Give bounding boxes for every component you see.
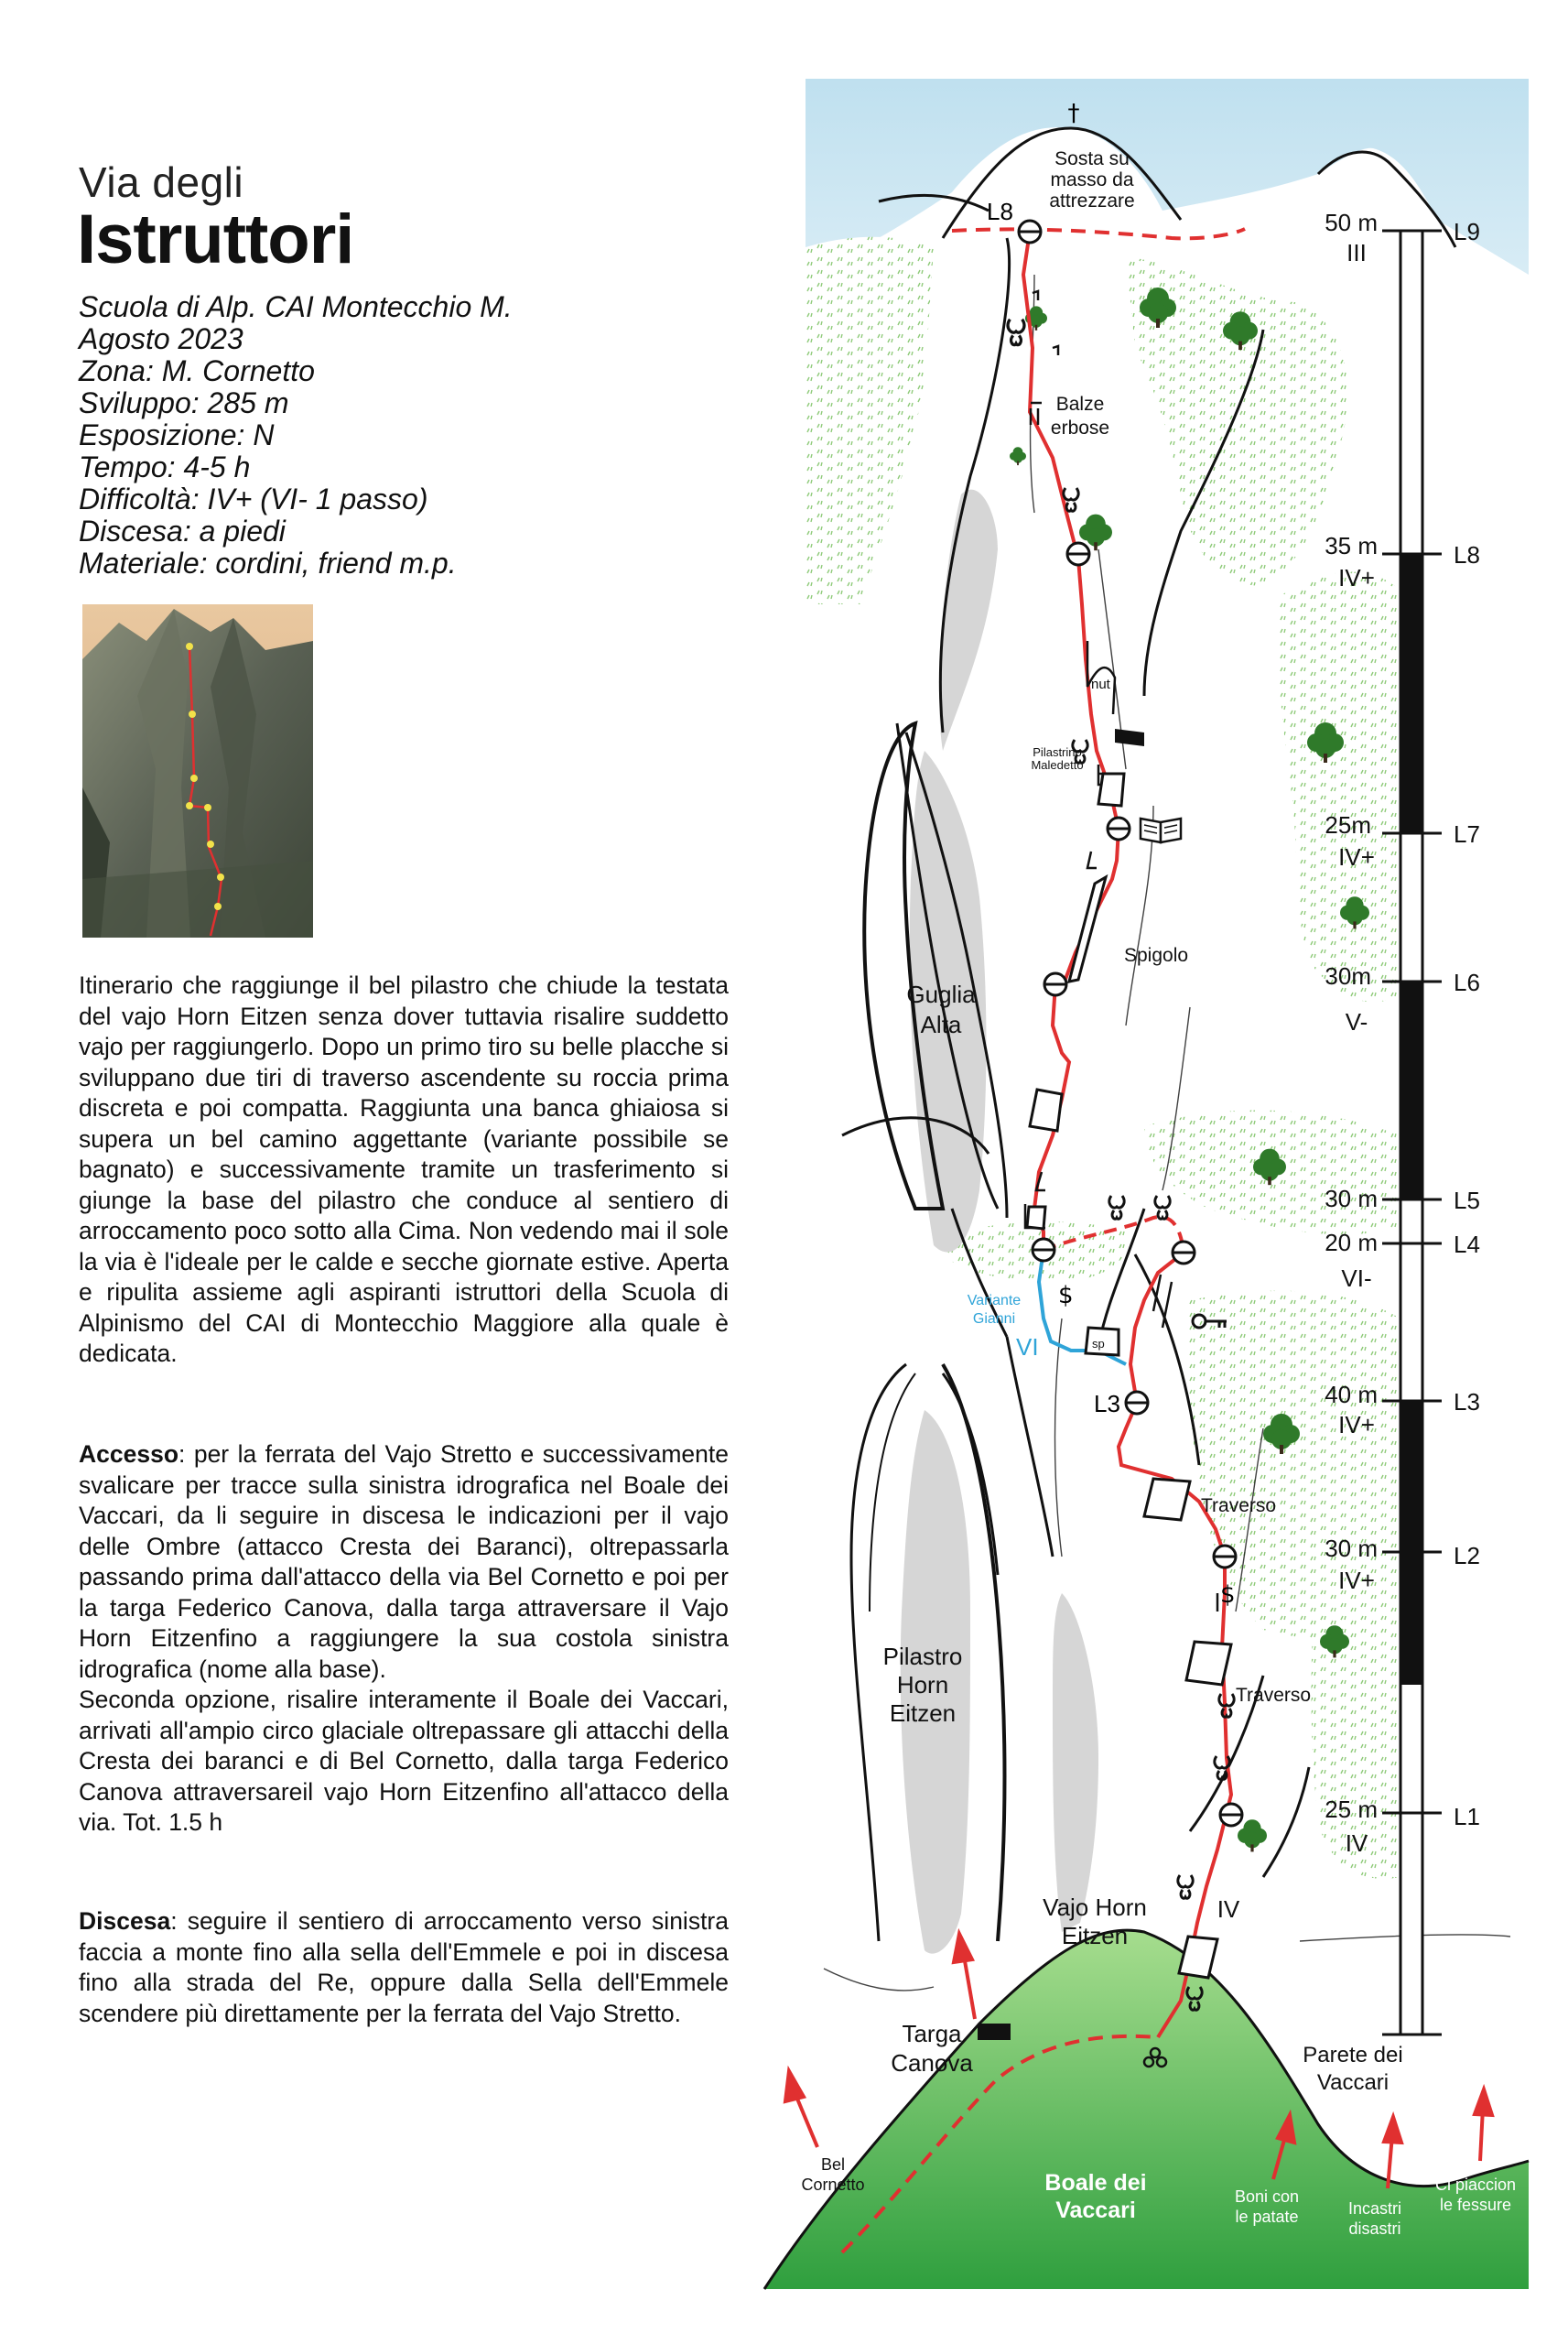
rock-shading bbox=[901, 490, 1098, 1954]
summit-label-3: attrezzare bbox=[1049, 190, 1135, 212]
pitch-length-L9: 50 m bbox=[1325, 209, 1378, 236]
targa-label-1: Targa bbox=[902, 2020, 962, 2047]
pilastro-label-2: Horn bbox=[896, 1671, 949, 1698]
belay-L8 bbox=[1019, 221, 1041, 243]
info-gear: Materiale: cordini, friend m.p. bbox=[79, 547, 457, 580]
pitch-label-L7: L7 bbox=[1454, 820, 1480, 848]
bolt-icon-2: $ bbox=[1220, 1581, 1236, 1609]
variante-label-2: Gianni bbox=[972, 1311, 1016, 1327]
pitch-length-L8: 35 m bbox=[1325, 532, 1378, 559]
variante-grade: VI bbox=[1016, 1333, 1039, 1361]
pitch-grade-L2: IV+ bbox=[1338, 1567, 1375, 1594]
pitch-length-L3: 40 m bbox=[1325, 1381, 1378, 1408]
pilastrino-label-2: Maledetto bbox=[1031, 758, 1084, 772]
parete-label-1: Parete dei bbox=[1303, 2043, 1403, 2067]
station-L3: L3 bbox=[1094, 1390, 1120, 1417]
pilastro-label-3: Eitzen bbox=[889, 1699, 957, 1727]
summit-label-2: masso da bbox=[1050, 169, 1134, 190]
info-descent: Discesa: a piedi bbox=[79, 515, 286, 548]
pitch-grade-L4: VI- bbox=[1341, 1264, 1372, 1292]
fessure-label-1: Ci piaccion bbox=[1434, 2176, 1517, 2194]
book-icon bbox=[1141, 819, 1181, 842]
targa-plate bbox=[978, 2024, 1011, 2040]
guglia-label-2: Alta bbox=[920, 1011, 962, 1038]
title-line2: Istruttori bbox=[77, 201, 354, 278]
pitch-label-L9: L9 bbox=[1454, 218, 1480, 245]
spigolo-label: Spigolo bbox=[1124, 945, 1189, 966]
bel-cornetto-label-1: Bel bbox=[820, 2155, 846, 2174]
pitch-grade-L1: IV bbox=[1345, 1829, 1368, 1857]
access-label: Accesso bbox=[79, 1440, 179, 1468]
info-difficulty: Difficoltà: IV+ (VI- 1 passo) bbox=[79, 483, 428, 515]
pitch-length-L7: 25m bbox=[1325, 811, 1371, 839]
pitch-length-L4: 20 m bbox=[1325, 1229, 1378, 1256]
targa-label-2: Canova bbox=[891, 2049, 973, 2077]
traverso-label-1: Traverso bbox=[1201, 1495, 1277, 1516]
pilastrino-label-1: Pilastrino bbox=[1033, 745, 1082, 759]
pitch-label-L3: L3 bbox=[1454, 1388, 1480, 1416]
guglia-label-1: Guglia bbox=[906, 981, 976, 1008]
summit-cross: † bbox=[1067, 100, 1080, 127]
info-date: Agosto 2023 bbox=[79, 322, 243, 355]
variante-label-1: Variante bbox=[967, 1293, 1022, 1308]
description-text: Itinerario che raggiunge il bel pilastro che chiude la testata del vajo Horn Eitzen senza dover tuttavia risalire suddetto vajo per raggiungerlo. Dopo un primo tiro su belle placche si sviluppano due tiri di traverso ascendente su roccia prima discreta e poi compatta. Raggiunta una banca ghiaiosa si supera un bel camino aggettante (variante possibile se bagnato) e successivamente tramite un trasferimento si giunge la base del pilastro che conduce al sentiero di arroccamento poco sotto alla Cima. Non vedendo mai il sole la via è l'ideale per le calde e secche giornate estive. Aperta e ripulita assieme agli aspiranti istruttori della Scuola di Alpinismo del CAI di Montecchio Maggiore alla quale è dedicata. bbox=[79, 971, 729, 1367]
pitch-length-L2: 30 m bbox=[1325, 1535, 1378, 1562]
parete-label-2: Vaccari bbox=[1316, 2070, 1390, 2095]
info-zone: Zona: M. Cornetto bbox=[79, 354, 315, 387]
pitch-grade-L8: IV+ bbox=[1338, 564, 1375, 591]
fessure-label-2: le fessure bbox=[1439, 2196, 1512, 2214]
grade-iv-label: IV bbox=[1217, 1895, 1240, 1923]
pitch-grade-L9: III bbox=[1346, 239, 1367, 266]
pitch-length-L6: 30m bbox=[1325, 962, 1371, 990]
incastri-label-2: disastri bbox=[1348, 2219, 1401, 2238]
route-photo bbox=[82, 604, 313, 938]
pitch-grade-L6: V- bbox=[1345, 1008, 1368, 1036]
pitch-label-L1: L1 bbox=[1454, 1803, 1480, 1830]
incastri-label-1: Incastri bbox=[1347, 2199, 1402, 2218]
pitch-grade-L7: IV+ bbox=[1338, 843, 1375, 871]
boni-label-1: Boni con bbox=[1234, 2187, 1300, 2206]
info-time: Tempo: 4-5 h bbox=[79, 450, 251, 483]
belay-L3 bbox=[1126, 1392, 1148, 1414]
info-school: Scuola di Alp. CAI Montecchio M. bbox=[79, 290, 513, 323]
pitch-label-L5: L5 bbox=[1454, 1187, 1480, 1214]
access-section bbox=[79, 1439, 729, 1839]
pitch-length-L1: 25 m bbox=[1325, 1796, 1378, 1823]
summit-label-1: Sosta su bbox=[1054, 148, 1130, 169]
nut-label: nut bbox=[1091, 677, 1110, 692]
info-length: Sviluppo: 285 m bbox=[79, 386, 289, 419]
sp-label: sp bbox=[1092, 1337, 1105, 1351]
grass-patches bbox=[806, 237, 1410, 1879]
vajo-label-2: Eitzen bbox=[1061, 1922, 1129, 1949]
boale-label-1: Boale dei bbox=[1044, 2170, 1147, 2196]
boni-label-2: le patate bbox=[1235, 2208, 1299, 2226]
bel-cornetto-label-2: Cornetto bbox=[801, 2176, 865, 2194]
pitch-grade-L3: IV+ bbox=[1338, 1411, 1375, 1438]
pilastro-label-1: Pilastro bbox=[882, 1643, 963, 1670]
descent-section bbox=[79, 1906, 729, 2029]
pitch-label-L6: L6 bbox=[1454, 969, 1480, 996]
pitch-length-L5: 30 m bbox=[1325, 1185, 1378, 1212]
pitch-label-L8: L8 bbox=[1454, 541, 1480, 569]
access-text-2: Seconda opzione, risalire interamente il Boale dei Vaccari, arrivati all'ampio circo glaciale oltrepassare gli attacchi della Cresta dei baranci e di Bel Cornetto, dalla targa Federico Canova attraversareil vajo Horn Eitzenfino all'attacco della via. Tot. 1.5 h bbox=[79, 1686, 729, 1836]
access-text: : per la ferrata del Vajo Stretto e successivamente svalicare per tracce sulla sinistra idrografica nel Boale dei Vaccari, da li seguire in discesa le indicazioni per il vajo delle Ombre (attacco Cresta dei Baranci), oltrepassarla passando prima dall'attacco della via Bel Cornetto e poi per la targa Federico Canova, dalla targa attraversare il Vajo Horn Eitzenfino a raggiungere la sua costola sinistra idrografica (nome alla base). bbox=[79, 1440, 729, 1683]
info-exposure: Esposizione: N bbox=[79, 418, 275, 451]
pitch-label-L2: L2 bbox=[1454, 1542, 1480, 1569]
balze-label-2: erbose bbox=[1050, 418, 1110, 439]
descent-text: : seguire il sentiero di arroccamento verso sinistra faccia a monte fino alla sella dell'Emmele e poi in discesa fino alla strada del Re, oppure dalla Sella dell'Emmele scendere più direttamente per la ferrata del Vajo Stretto. bbox=[79, 1907, 729, 2027]
traverso-label-2: Traverso bbox=[1236, 1685, 1312, 1706]
title-line1: Via degli bbox=[79, 158, 244, 206]
balze-label-1: Balze bbox=[1055, 394, 1105, 415]
vajo-label-1: Vajo Horn bbox=[1043, 1894, 1147, 1921]
route-info bbox=[79, 291, 513, 580]
descent-label: Discesa bbox=[79, 1907, 171, 1935]
pitch-label-L4: L4 bbox=[1454, 1231, 1480, 1258]
boale-label-2: Vaccari bbox=[1055, 2198, 1136, 2223]
station-L8: L8 bbox=[987, 198, 1013, 225]
bolt-icon: $ bbox=[1058, 1282, 1074, 1309]
